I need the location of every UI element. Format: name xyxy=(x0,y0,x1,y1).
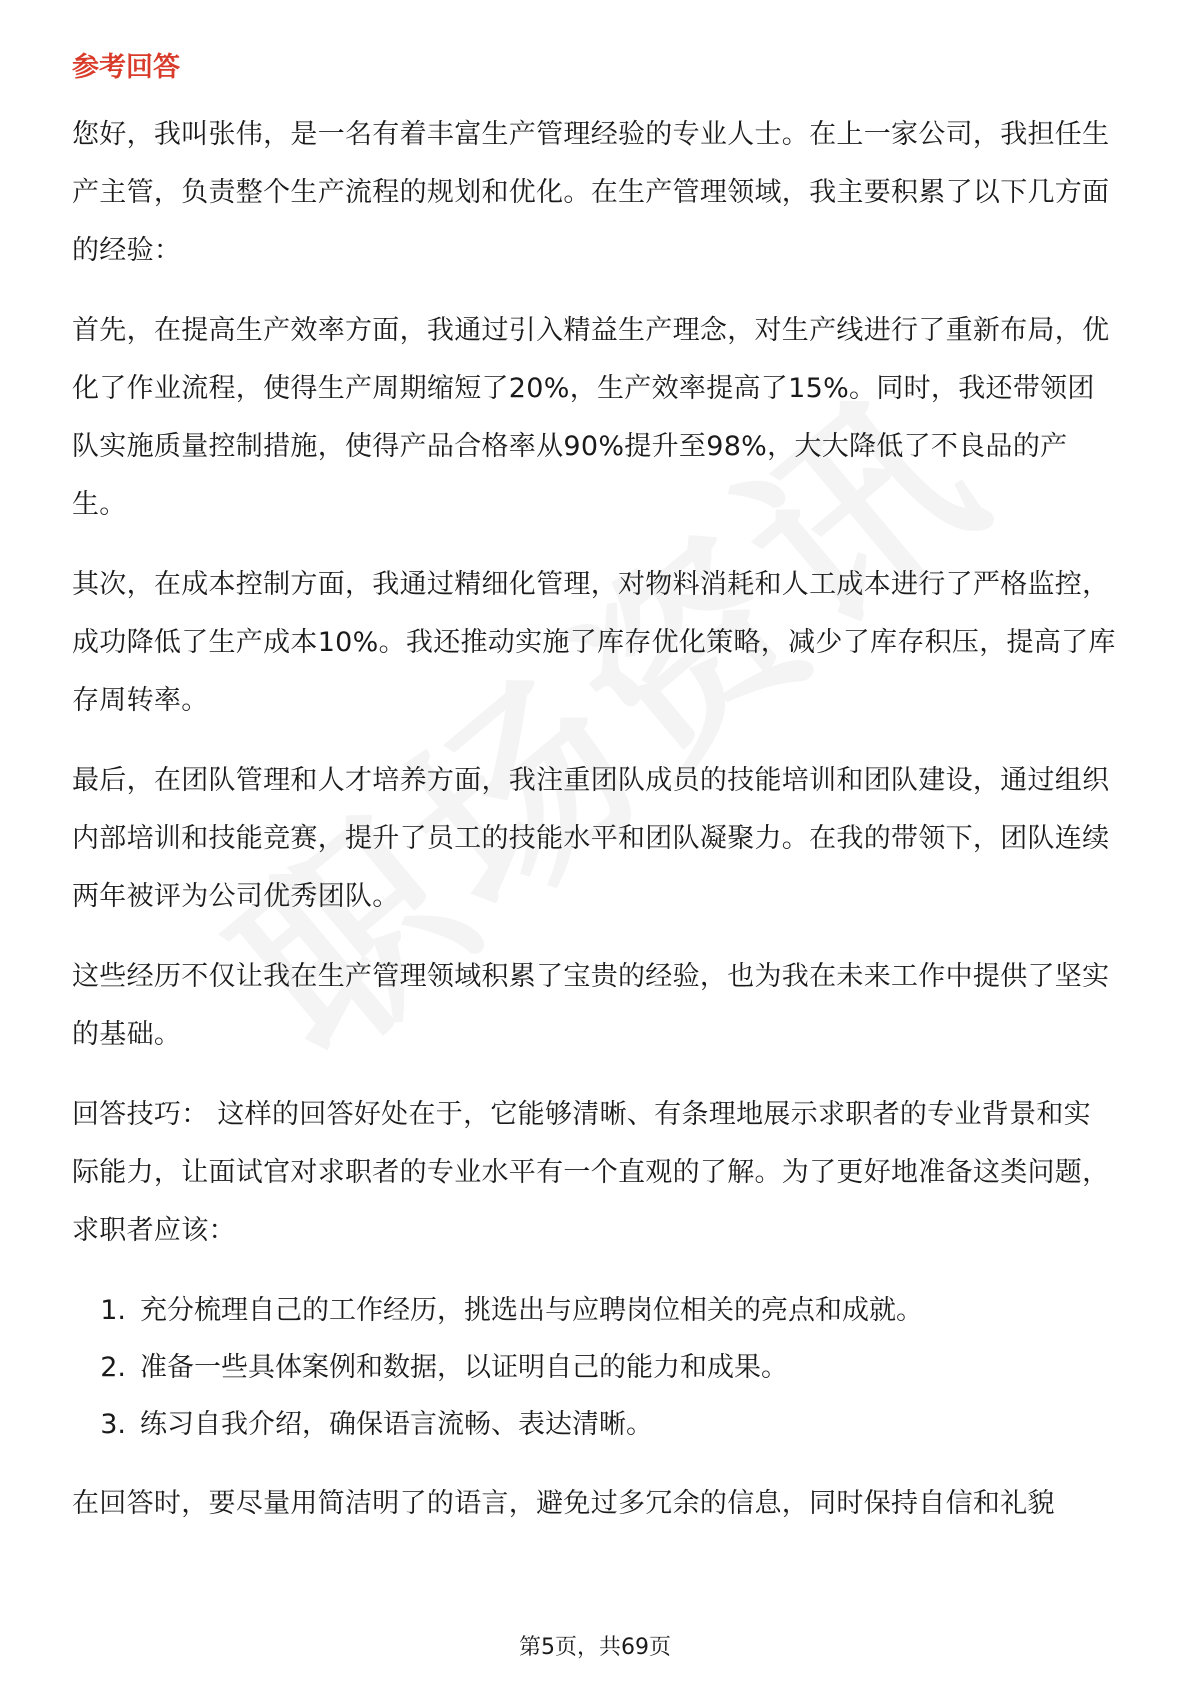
list-item xyxy=(72,1396,1118,1453)
list-item-text: 充分梳理自己的工作经历，挑选出与应聘岗位相关的亮点和成就。 xyxy=(140,1295,923,1326)
page-footer: 第5页，共69页 xyxy=(519,1635,671,1660)
answer-paragraph-cost: 其次，在成本控制方面，我通过精细化管理，对物料消耗和人工成本进行了严格监控，成功降低了生产成本10%。我还推动实施了库存优化策略，减少了库存积压，提高了库存周转率。 xyxy=(72,569,1116,716)
list-item-number: 3. xyxy=(100,1409,126,1440)
list-item-text: 练习自我介绍，确保语言流畅、表达清晰。 xyxy=(140,1409,653,1440)
list-item-number: 2. xyxy=(100,1352,126,1383)
list-item xyxy=(72,1339,1118,1396)
list-item-text: 准备一些具体案例和数据，以证明自己的能力和成果。 xyxy=(140,1352,788,1383)
list-item xyxy=(72,1282,1118,1339)
section-title: 参考回答 xyxy=(72,52,180,83)
tips-list xyxy=(72,1282,1118,1453)
closing-paragraph: 在回答时，要尽量用简洁明了的语言，避免过多冗余的信息，同时保持自信和礼貌 xyxy=(72,1488,1055,1519)
list-item-number: 1. xyxy=(100,1295,126,1326)
answer-paragraph-team: 最后，在团队管理和人才培养方面，我注重团队成员的技能培训和团队建设，通过组织内部培训和技能竞赛，提升了员工的技能水平和团队凝聚力。在我的带领下，团队连续两年被评为公司优秀团队。 xyxy=(72,765,1110,912)
answer-tips-paragraph: 回答技巧： 这样的回答好处在于，它能够清晰、有条理地展示求职者的专业背景和实际能力，让面试官对求职者的专业水平有一个直观的了解。为了更好地准备这类问题，求职者应该： xyxy=(72,1099,1110,1246)
answer-paragraph-summary: 这些经历不仅让我在生产管理领域积累了宝贵的经验，也为我在未来工作中提供了坚实的基础。 xyxy=(72,961,1110,1050)
page-content xyxy=(72,48,1118,1555)
answer-paragraph-intro: 您好，我叫张伟，是一名有着丰富生产管理经验的专业人士。在上一家公司，我担任生产主管，负责整个生产流程的规划和优化。在生产管理领域，我主要积累了以下几方面的经验： xyxy=(72,119,1110,266)
answer-paragraph-efficiency: 首先，在提高生产效率方面，我通过引入精益生产理念，对生产线进行了重新布局，优化了作业流程，使得生产周期缩短了20%，生产效率提高了15%。同时，我还带领团队实施质量控制措施，使得产品合格率从90%提升至98%，大大降低了不良品的产生。 xyxy=(72,315,1110,520)
